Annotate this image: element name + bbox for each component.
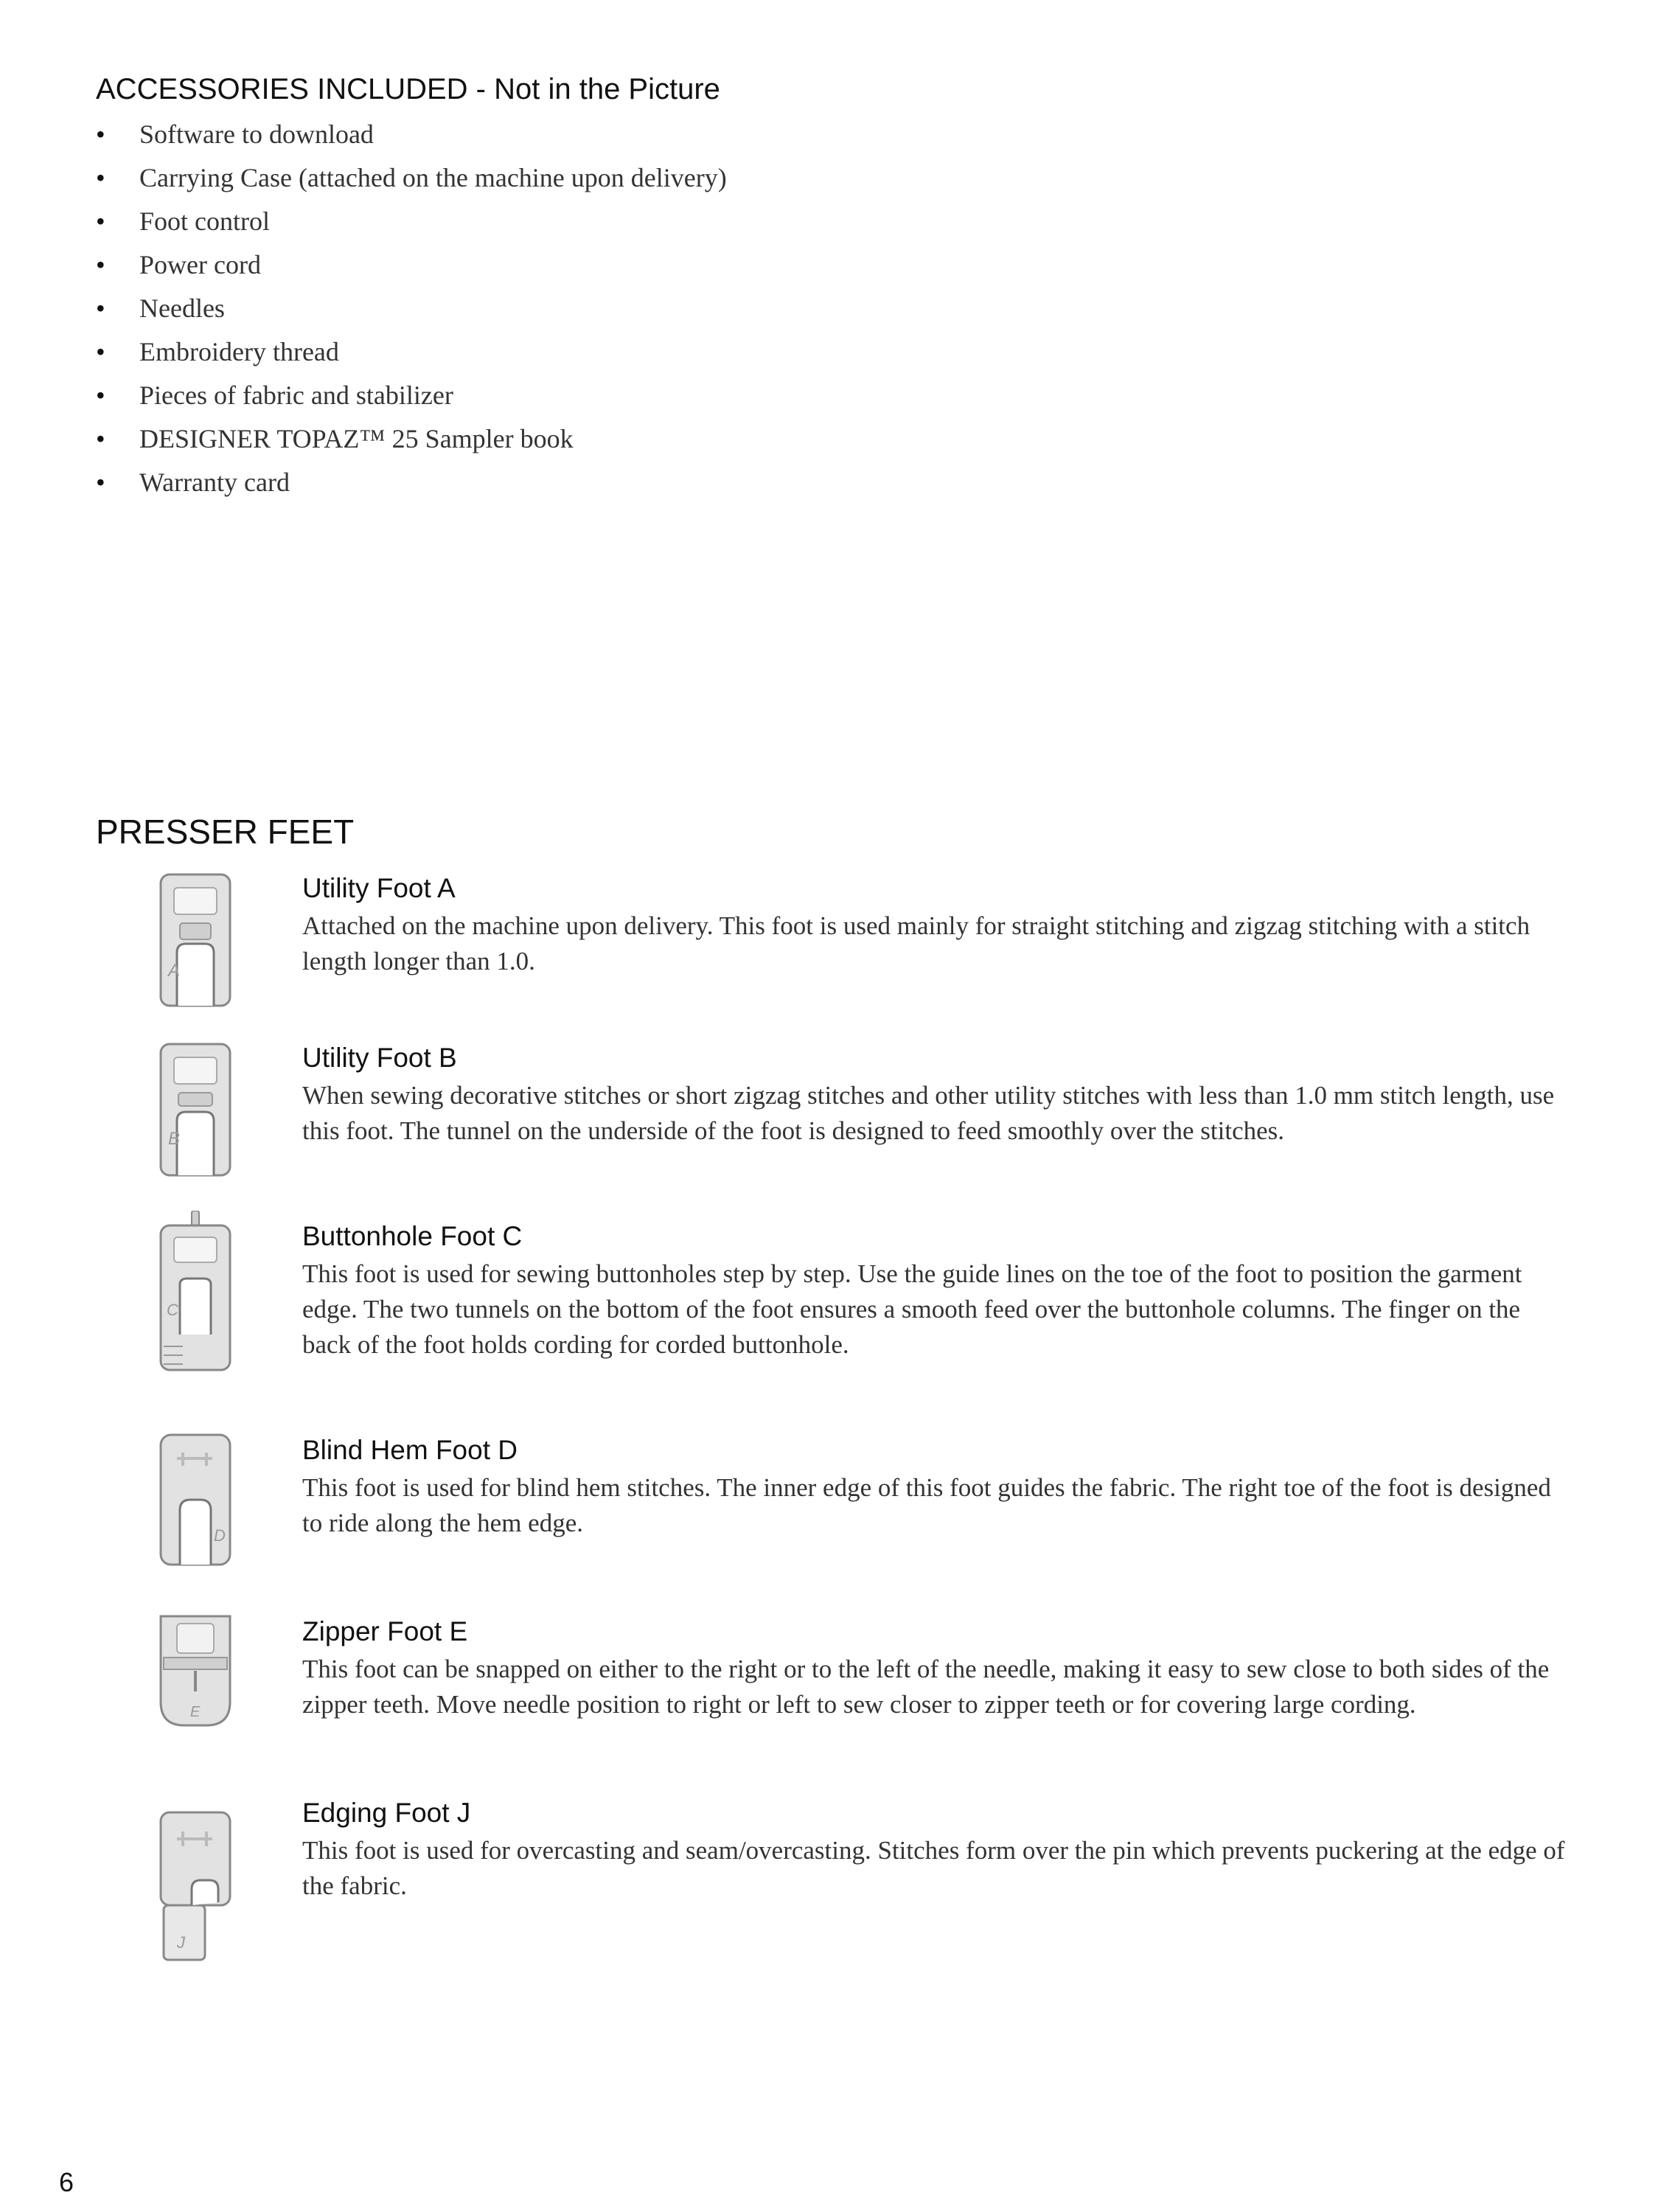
foot-letter: C: [167, 1301, 178, 1319]
accessories-section: [96, 70, 1497, 504]
edging-foot-j-icon: [147, 1809, 243, 1964]
foot-description: This foot is used for sewing buttonholes step by step. Use the guide lines on the toe of the foot to position the garment edge. The two tunnels on the bottom of the foot ensures a smooth feed over the buttonhole columns. The finger on the back of the foot holds cording for corded buttonhole.: [302, 1259, 1522, 1359]
list-item: • Software to download: [96, 113, 1497, 156]
list-item: • DESIGNER TOPAZ™ 25 Sampler book: [96, 417, 1497, 461]
page-number: 6: [59, 2167, 74, 2197]
utility-foot-b-icon: [147, 1040, 243, 1180]
foot-name: Utility Foot B: [302, 1043, 457, 1073]
accessories-title: ACCESSORIES INCLUDED - Not in the Picture: [96, 73, 720, 105]
list-item: • Embroidery thread: [96, 330, 1497, 374]
list-item: • Power cord: [96, 243, 1497, 287]
blind-hem-foot-d-icon: [147, 1432, 243, 1572]
foot-letter: E: [190, 1704, 201, 1720]
foot-letter: A: [168, 961, 181, 981]
foot-name: Buttonhole Foot C: [302, 1221, 523, 1251]
foot-letter: B: [168, 1129, 181, 1149]
list-item: • Pieces of fabric and stabilizer: [96, 374, 1497, 417]
list-item: • Carrying Case (attached on the machine upon delivery): [96, 156, 1497, 200]
accessories-list: [96, 113, 1497, 504]
foot-letter: J: [177, 1933, 185, 1952]
foot-description: Attached on the machine upon delivery. This foot is used mainly for straight stitching and zigzag stitching with a stitch length longer than 1.0.: [302, 911, 1530, 975]
foot-description: This foot can be snapped on either to the right or to the left of the needle, making it easy to sew close to both sides of the zipper teeth. Move needle position to right or left to sew closer to zipper teeth or for covering large cording.: [302, 1655, 1550, 1719]
foot-description: When sewing decorative stitches or short zigzag stitches and other utility stitches with less than 1.0 mm stitch length, use this foot. The tunnel on the underside of the foot is designed to feed smoothly over the stitches.: [302, 1081, 1555, 1145]
foot-name: Utility Foot A: [302, 873, 456, 903]
buttonhole-foot-c-icon: [147, 1211, 243, 1380]
foot-description: This foot is used for overcasting and seam/overcasting. Stitches form over the pin which prevents puckering at the edge of the fabric.: [302, 1836, 1565, 1900]
foot-name: Edging Foot J: [302, 1798, 471, 1828]
presser-feet-title: PRESSER FEET: [96, 813, 355, 851]
list-item: • Foot control: [96, 200, 1497, 243]
list-item: • Warranty card: [96, 461, 1497, 504]
utility-foot-a-icon: [147, 870, 243, 1010]
list-item: • Needles: [96, 287, 1497, 330]
foot-description: This foot is used for blind hem stitches. The inner edge of this foot guides the fabric. The right toe of the foot is designed to ride along the hem edge.: [302, 1473, 1551, 1537]
foot-letter: D: [214, 1526, 226, 1545]
zipper-foot-e-icon: [147, 1613, 243, 1753]
foot-name: Zipper Foot E: [302, 1616, 468, 1646]
foot-name: Blind Hem Foot D: [302, 1435, 518, 1465]
